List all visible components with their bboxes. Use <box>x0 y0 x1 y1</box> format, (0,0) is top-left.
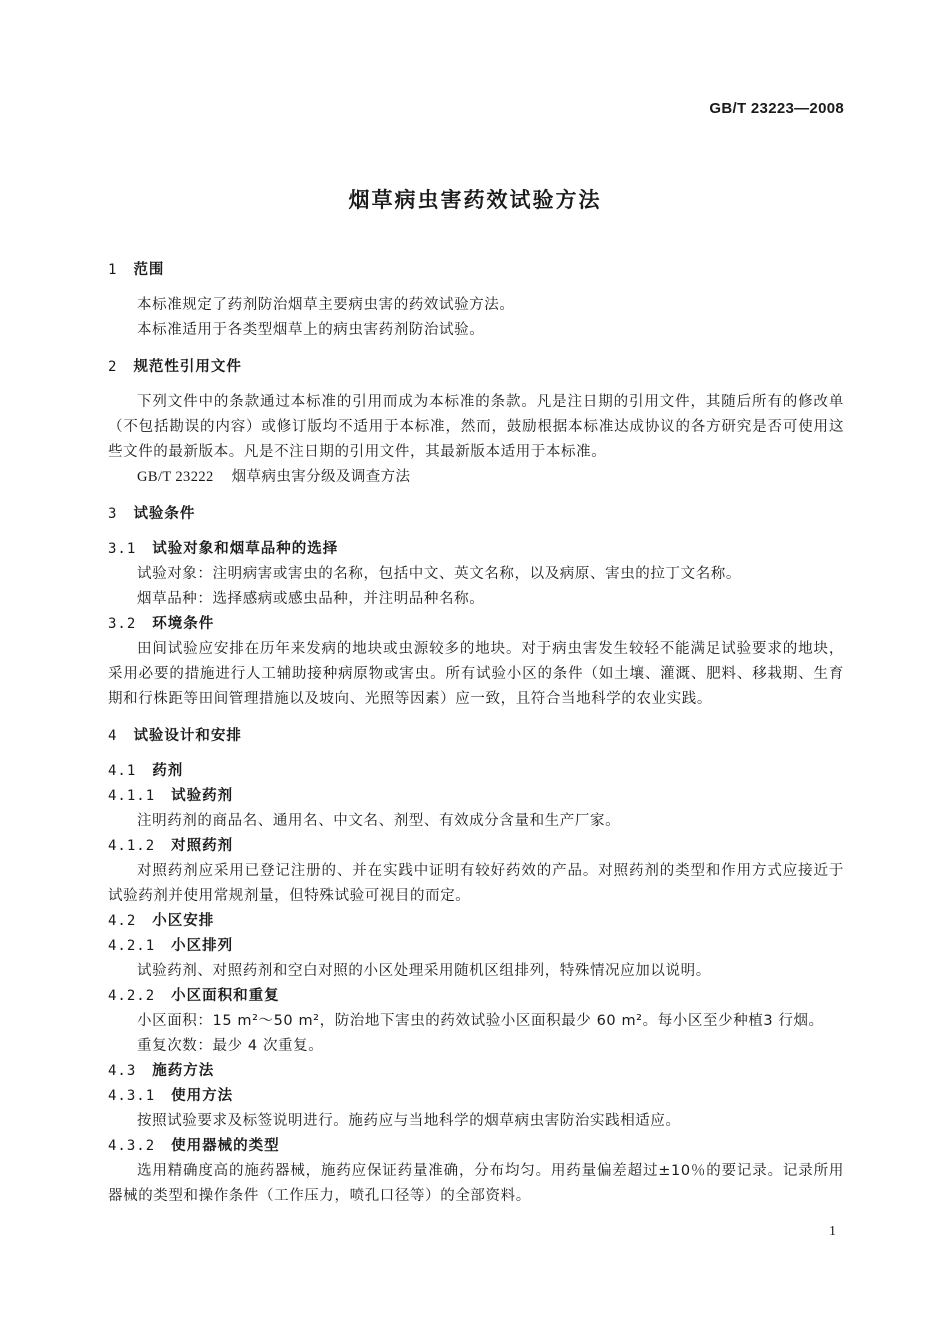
section-2-heading <box>108 355 844 380</box>
section-4-heading <box>108 724 844 749</box>
reference-code: GB/T 23222 <box>137 469 214 485</box>
paragraph: 按照试验要求及标签说明进行。施药应与当地科学的烟草病虫害防治实践相适应。 <box>137 1113 681 1129</box>
section-number: 4.2.1 <box>108 938 156 954</box>
section-title: 规范性引用文件 <box>133 359 242 375</box>
subsection-4-2-heading <box>108 909 844 934</box>
paragraph: 烟草品种：选择感病或感虫品种，并注明品种名称。 <box>137 591 485 607</box>
subsection-4-3-2-heading <box>108 1134 844 1159</box>
normative-reference <box>108 465 844 490</box>
subsection-4-3-1-heading <box>108 1084 844 1109</box>
section-title: 试验药剂 <box>171 788 234 804</box>
section-title: 试验设计和安排 <box>133 728 242 744</box>
subsection-4-1-1-heading <box>108 784 844 809</box>
document-body <box>108 258 844 1209</box>
section-number: 3 <box>108 506 118 522</box>
section-title: 环境条件 <box>152 616 215 632</box>
paragraph: 注明药剂的商品名、通用名、中文名、剂型、有效成分含量和生产厂家。 <box>137 813 621 829</box>
paragraph: 小区面积：15 m²～50 m²，防治地下害虫的药效试验小区面积最少 60 m²。每小区至少种植3 行烟。 <box>137 1013 824 1029</box>
section-title: 施药方法 <box>152 1063 215 1079</box>
paragraph: 试验药剂、对照药剂和空白对照的小区处理采用随机区组排列，特殊情况应加以说明。 <box>137 963 711 979</box>
page-number: 1 <box>829 1224 836 1239</box>
section-title: 小区排列 <box>171 938 234 954</box>
subsection-4-2-1-heading <box>108 934 844 959</box>
section-number: 4.1.1 <box>108 788 156 804</box>
section-title: 对照药剂 <box>171 838 234 854</box>
section-title: 范围 <box>133 262 165 278</box>
section-title: 药剂 <box>152 763 184 779</box>
subsection-4-3-heading <box>108 1059 844 1084</box>
section-number: 2 <box>108 359 118 375</box>
section-title: 使用方法 <box>171 1088 234 1104</box>
subsection-4-1-2-heading <box>108 834 844 859</box>
section-number: 1 <box>108 262 118 278</box>
section-title: 使用器械的类型 <box>171 1138 280 1154</box>
section-number: 4.1.2 <box>108 838 156 854</box>
section-number: 4.3.2 <box>108 1138 156 1154</box>
paragraph: 选用精确度高的施药器械，施药应保证药量准确，分布均匀。用药量偏差超过±10％的要记录。记录所用器械的类型和操作条件（工作压力，喷孔口径等）的全部资料。 <box>108 1163 844 1204</box>
section-number: 4.2 <box>108 913 137 929</box>
paragraph: 对照药剂应采用已登记注册的、并在实践中证明有较好药效的产品。对照药剂的类型和作用方式应接近于试验药剂并使用常规剂量，但特殊试验可视目的而定。 <box>108 863 844 904</box>
paragraph: 本标准适用于各类型烟草上的病虫害药剂防治试验。 <box>137 322 485 338</box>
paragraph: 下列文件中的条款通过本标准的引用而成为本标准的条款。凡是注日期的引用文件，其随后所有的修改单（不包括勘误的内容）或修订版均不适用于本标准，然而，鼓励根据本标准达成协议的各方研究是否可使用这些文件的最新版本。凡是不注日期的引用文件，其最新版本适用于本标准。 <box>108 394 844 460</box>
paragraph: 试验对象：注明病害或害虫的名称，包括中文、英文名称，以及病原、害虫的拉丁文名称。 <box>137 566 741 582</box>
section-number: 4.3 <box>108 1063 137 1079</box>
section-number: 3.1 <box>108 541 137 557</box>
section-number: 4.3.1 <box>108 1088 156 1104</box>
document-title: 烟草病虫害药效试验方法 <box>348 188 602 212</box>
section-number: 4 <box>108 728 118 744</box>
section-number: 3.2 <box>108 616 137 632</box>
paragraph: 本标准规定了药剂防治烟草主要病虫害的药效试验方法。 <box>137 297 515 313</box>
section-title: 试验对象和烟草品种的选择 <box>152 541 339 557</box>
subsection-4-2-2-heading <box>108 984 844 1009</box>
section-title: 试验条件 <box>133 506 196 522</box>
subsection-3-2-heading <box>108 612 844 637</box>
section-title: 小区面积和重复 <box>171 988 280 1004</box>
section-title: 小区安排 <box>152 913 215 929</box>
section-3-heading <box>108 502 844 527</box>
subsection-4-1-heading <box>108 759 844 784</box>
section-number: 4.2.2 <box>108 988 156 1004</box>
standard-number: GB/T 23223—2008 <box>709 100 844 117</box>
paragraph: 田间试验应安排在历年来发病的地块或虫源较多的地块。对于病虫害发生较轻不能满足试验要求的地块，采用必要的措施进行人工辅助接种病原物或害虫。所有试验小区的条件（如土壤、灌溉、肥料、移栽期、生育期和行株距等田间管理措施以及坡向、光照等因素）应一致，且符合当地科学的农业实践。 <box>108 641 844 707</box>
section-1-heading <box>108 258 844 283</box>
paragraph: 重复次数：最少 4 次重复。 <box>137 1038 324 1054</box>
reference-title: 烟草病虫害分级及调查方法 <box>231 469 411 485</box>
subsection-3-1-heading <box>108 537 844 562</box>
section-number: 4.1 <box>108 763 137 779</box>
